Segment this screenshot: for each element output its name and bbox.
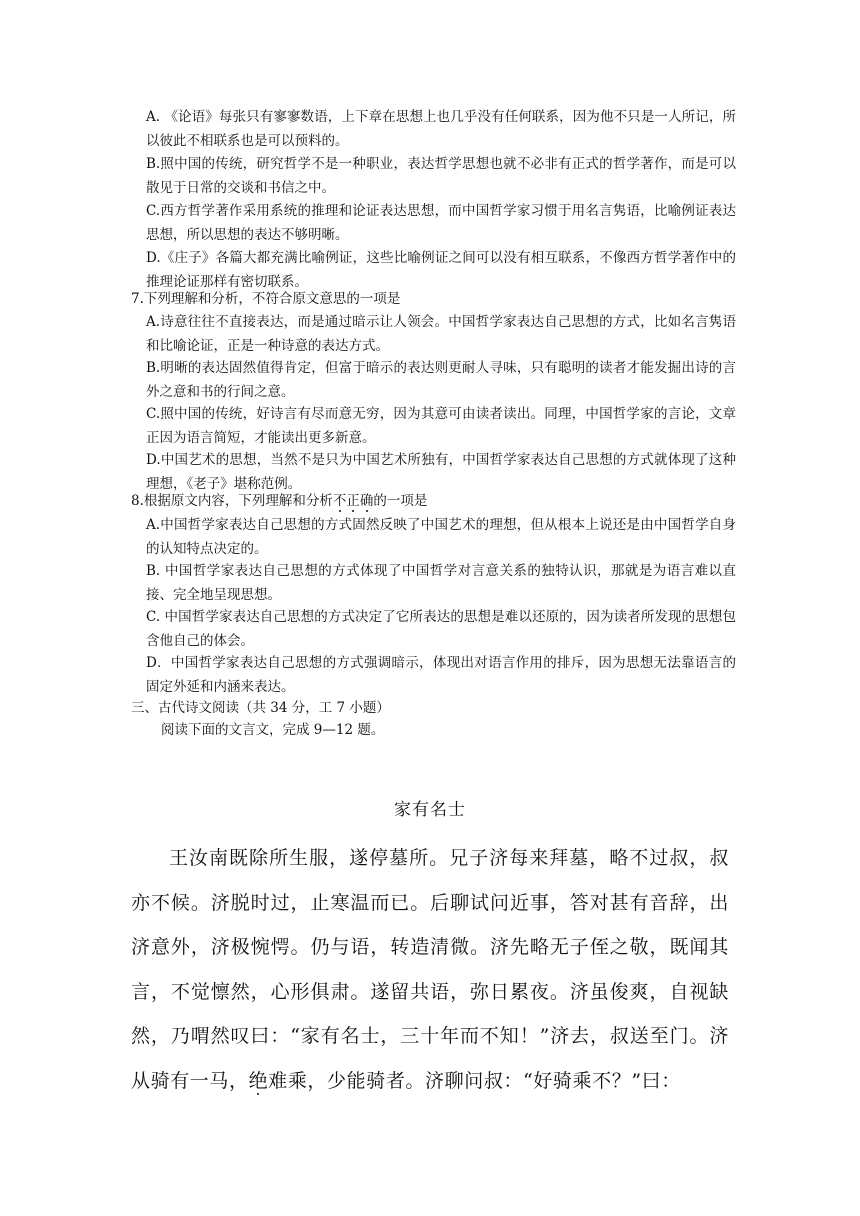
q7-stem: 7.下列理解和分析，不符合原文意思的一项是 — [131, 291, 401, 307]
q8-option-d: D．中国哲学家表达自己思想的方式强调暗示，体现出对语言作用的排斥，因为思想无法靠语言的固定外延和内涵来表达。 — [146, 655, 736, 695]
section-3-heading: 三、古代诗文阅读（共 34 分，工 7 小题） — [131, 700, 390, 716]
q7-option-d: D.中国艺术的思想，当然不是只为中国艺术所独有，中国哲学家表达自己思想的方式就体现了这种理想，《老子》堪称范例。 — [146, 452, 736, 492]
q8-option-a: A.中国哲学家表达自己思想的方式固然反映了中国艺术的理想，但从根本上说还是由中国哲学自身的认知特点决定的。 — [146, 517, 736, 557]
passage-title: 家有名士 — [394, 800, 466, 820]
q8-option-b: B. 中国哲学家表达自己思想的方式体现了中国哲学对言意关系的独特认识，那就是为语言难以直接、完全地呈现思想。 — [146, 563, 736, 603]
q6-option-a: A. 《论语》每张只有寥寥数语，上下章在思想上也几乎没有任何联系，因为他不只是一人所记，所以彼此不相联系也是可以预料的。 — [146, 109, 736, 149]
q6-option-c: C.西方哲学著作采用系统的推理和论证表达思想，而中国哲学家习惯于用名言隽语，比喻例证表达思想，所以思想的表达不够明晰。 — [146, 203, 736, 243]
q7-option-a: A.诗意往往不直接表达，而是通过暗示让人领会。中国哲学家表达自己思想的方式，比如名言隽语和比喻论证，正是一种诗意的表达方式。 — [146, 314, 736, 354]
q6-option-b: B.照中国的传统，研究哲学不是一种职业，表达哲学思想也就不必非有正式的哲学著作，而是可以散见于日常的交谈和书信之中。 — [146, 156, 736, 196]
q8-stem-pre: 8.根据原文内容，下列理解和分析 — [131, 493, 333, 509]
q7-option-b: B.明晰的表达固然值得肯定，但富于暗示的表达则更耐人寻味，只有聪明的读者才能发掘出诗的言外之意和书的行间之意。 — [146, 360, 736, 400]
q8-stem-emphasis-2: 正 — [346, 493, 360, 509]
q8-stem — [131, 490, 736, 514]
passage-text-part-2: 难乘，少能骑者。济聊问叔：“好骑乘不？”曰： — [268, 1069, 681, 1092]
q8-option-c: C. 中国哲学家表达自己思想的方式决定了它所表达的思想是难以还原的，因为读者所发现的思想包含他自己的体会。 — [146, 609, 736, 649]
q6-option-d: D.《庄子》各篇大都充满比喻例证，这些比喻例证之间可以没有相互联系，不像西方哲学著作中的推理论证那样有密切联系。 — [146, 250, 736, 290]
section-3-instruction: 阅读下面的文言文，完成 9—12 题。 — [161, 722, 385, 738]
passage-text-part-1: 王汝南既除所生服，遂停墓所。兄子济每来拜墓，略不过叔，叔亦不候。济脱时过，止寒温而已。后聊试问近事，答对甚有音辞，出济意外，济极惋愕。仍与语，转造清微。济先略无子侄之敬，既闻其言，不觉懔然，心形俱肃。遂留共语，弥日累夜。济虽俊爽，自视缺然，乃喟然叹曰：“家有名士，三十年而不知！”济去，叔送至门。济从骑有一马， — [131, 847, 729, 1092]
q8-stem-emphasis-1: 不 — [332, 493, 347, 509]
q8-stem-post: 的一项是 — [373, 493, 428, 509]
passage-emphasis-char: 绝 — [248, 1069, 269, 1092]
q8-stem-emphasis-3: 确 — [359, 493, 374, 509]
q7-option-c: C.照中国的传统，好诗言有尽而意无穷，因为其意可由读者读出。同理，中国哲学家的言论，文章正因为语言简短，才能读出更多新意。 — [146, 406, 736, 446]
passage-body — [131, 836, 729, 1103]
